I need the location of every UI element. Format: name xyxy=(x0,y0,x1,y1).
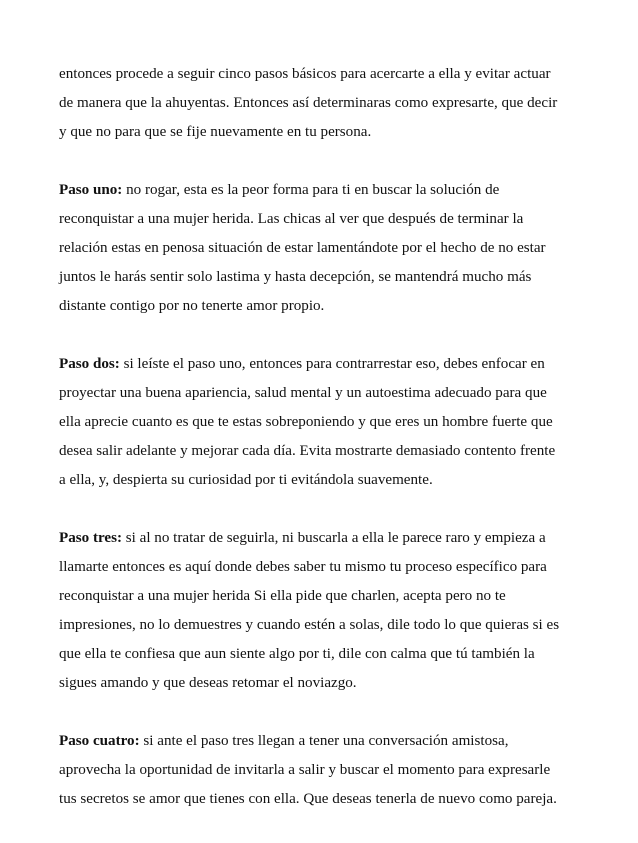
text-line: ella aprecie cuanto es que te estas sobreponiendo y que eres un hombre fuerte que xyxy=(59,414,553,430)
text-line: relación estas en penosa situación de estar lamentándote por el hecho de no estar xyxy=(59,240,546,256)
paragraph-paso-dos xyxy=(59,350,584,495)
text-line: juntos le harás sentir solo lastima y hasta decepción, se mantendrá mucho más xyxy=(59,269,532,285)
text-line: que ella te confiesa que aun siente algo por ti, dile con calma que tú también la xyxy=(59,646,535,662)
document-body xyxy=(59,60,584,843)
step-label: Paso tres: xyxy=(59,530,123,546)
step-text: si al no tratar de seguirla, ni buscarla a ella le parece raro y empieza a xyxy=(122,530,546,546)
step-label: Paso dos: xyxy=(59,356,120,372)
text-line: distante contigo por no tenerte amor propio. xyxy=(59,298,325,314)
text-line: llamarte entonces es aquí donde debes saber tu mismo tu proceso específico para xyxy=(59,559,547,575)
text-line: reconquistar a una mujer herida Si ella pide que charlen, acepta pero no te xyxy=(59,588,506,604)
paragraph-paso-tres xyxy=(59,524,584,698)
text-line: a ella, y, despierta su curiosidad por ti evitándola suavemente. xyxy=(59,472,433,488)
paragraph-intro xyxy=(59,60,584,147)
text-line: y que no para que se fije nuevamente en tu persona. xyxy=(59,124,372,140)
step-text: no rogar, esta es la peor forma para ti en buscar la solución de xyxy=(122,182,500,198)
text-line xyxy=(59,727,584,756)
text-line: sigues amando y que deseas retomar el noviazgo. xyxy=(59,675,357,691)
text-line: reconquistar a una mujer herida. Las chicas al ver que después de terminar la xyxy=(59,211,524,227)
text-line: entonces procede a seguir cinco pasos básicos para acercarte a ella y evitar actuar xyxy=(59,66,551,82)
text-line: proyectar una buena apariencia, salud mental y un autoestima adecuado para que xyxy=(59,385,547,401)
text-line xyxy=(59,350,584,379)
text-line xyxy=(59,524,584,553)
text-line: de manera que la ahuyentas. Entonces así determinaras como expresarte, que decir xyxy=(59,95,558,111)
text-line: impresiones, no lo demuestres y cuando estén a solas, dile todo lo que quieras si es xyxy=(59,617,560,633)
text-line xyxy=(59,176,584,205)
step-label: Paso cuatro: xyxy=(59,733,140,749)
text-line: tus secretos se amor que tienes con ella. Que deseas tenerla de nuevo como pareja. xyxy=(59,791,557,807)
text-line: desea salir adelante y mejorar cada día. Evita mostrarte demasiado contento frente xyxy=(59,443,556,459)
paragraph-paso-cuatro xyxy=(59,727,584,814)
step-label: Paso uno: xyxy=(59,182,123,198)
step-text: si ante el paso tres llegan a tener una conversación amistosa, xyxy=(139,733,509,749)
step-text: si leíste el paso uno, entonces para contrarrestar eso, debes enfocar en xyxy=(119,356,545,372)
paragraph-paso-uno xyxy=(59,176,584,321)
text-line: aprovecha la oportunidad de invitarla a salir y buscar el momento para expresarle xyxy=(59,762,551,778)
